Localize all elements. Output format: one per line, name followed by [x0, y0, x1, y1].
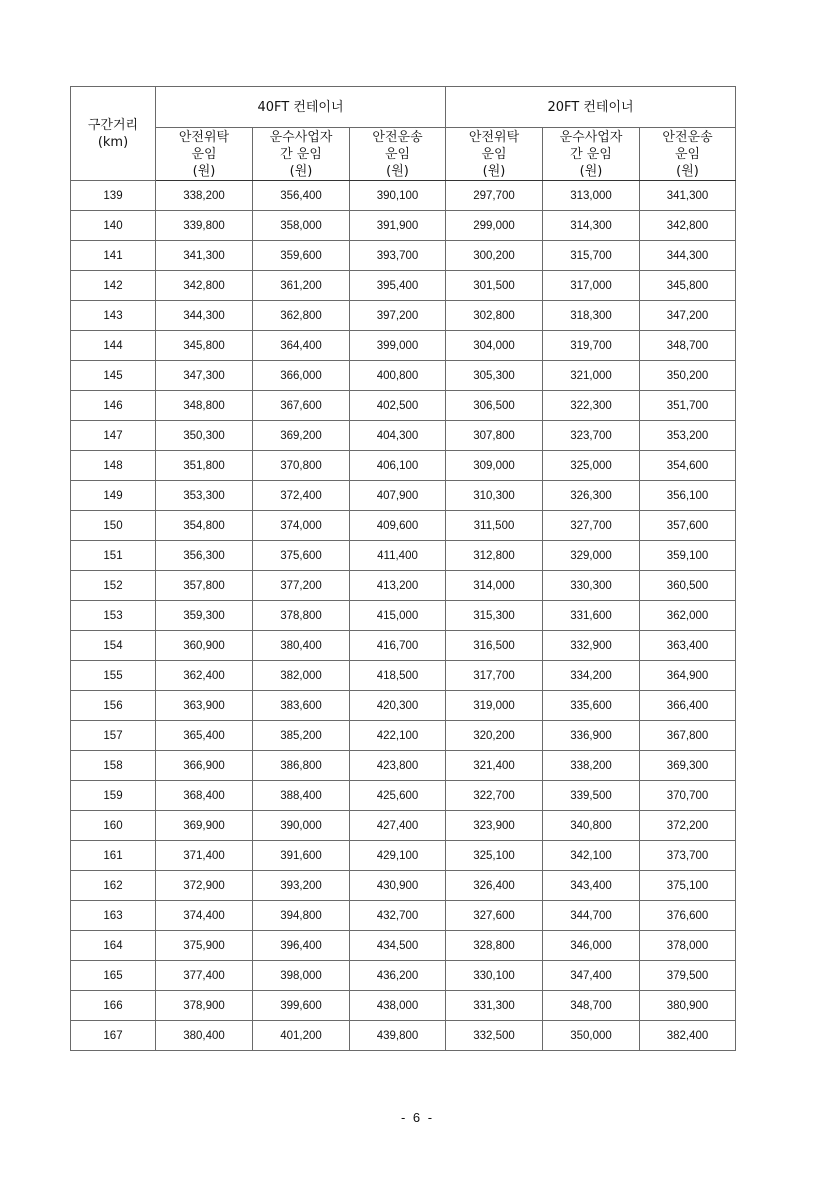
fare-20ft-carrier-cell: 313,000: [543, 181, 640, 211]
fare-40ft-transport-cell: 407,900: [350, 481, 446, 511]
fare-40ft-carrier-cell: 390,000: [253, 811, 350, 841]
fare-40ft-consign-cell: 377,400: [156, 961, 253, 991]
fare-40ft-consign-cell: 363,900: [156, 691, 253, 721]
fare-20ft-consign-cell: 315,300: [446, 601, 543, 631]
fare-20ft-consign-cell: 320,200: [446, 721, 543, 751]
table-row: [71, 991, 736, 1021]
distance-cell: 150: [71, 511, 156, 541]
fare-20ft-transport-cell: 362,000: [640, 601, 736, 631]
fare-40ft-consign-cell: 375,900: [156, 931, 253, 961]
fare-40ft-carrier-cell: 380,400: [253, 631, 350, 661]
fare-40ft-transport-cell: 399,000: [350, 331, 446, 361]
fare-20ft-carrier-cell: 338,200: [543, 751, 640, 781]
fare-20ft-transport-cell: 366,400: [640, 691, 736, 721]
fare-20ft-transport-cell: 359,100: [640, 541, 736, 571]
fare-40ft-consign-cell: 353,300: [156, 481, 253, 511]
fare-40ft-carrier-cell: 393,200: [253, 871, 350, 901]
fare-20ft-consign-cell: 300,200: [446, 241, 543, 271]
fare-40ft-consign-cell: 359,300: [156, 601, 253, 631]
fare-40ft-carrier-cell: 377,200: [253, 571, 350, 601]
fare-40ft-transport-cell: 418,500: [350, 661, 446, 691]
table-row: [71, 331, 736, 361]
fare-40ft-transport-cell: 409,600: [350, 511, 446, 541]
fare-40ft-transport-cell: 413,200: [350, 571, 446, 601]
fare-20ft-carrier-cell: 331,600: [543, 601, 640, 631]
fare-20ft-transport-cell: 345,800: [640, 271, 736, 301]
fare-40ft-transport-cell: 422,100: [350, 721, 446, 751]
fare-40ft-transport-cell: 397,200: [350, 301, 446, 331]
fare-20ft-transport-cell: 342,800: [640, 211, 736, 241]
fare-40ft-carrier-cell: 370,800: [253, 451, 350, 481]
fare-20ft-carrier-cell: 343,400: [543, 871, 640, 901]
fare-40ft-carrier-cell: 367,600: [253, 391, 350, 421]
fare-40ft-carrier-cell: 401,200: [253, 1021, 350, 1051]
fare-40ft-carrier-cell: 382,000: [253, 661, 350, 691]
fare-20ft-consign-cell: 321,400: [446, 751, 543, 781]
distance-cell: 141: [71, 241, 156, 271]
fare-20ft-carrier-cell: 322,300: [543, 391, 640, 421]
distance-cell: 143: [71, 301, 156, 331]
fare-40ft-consign-cell: 341,300: [156, 241, 253, 271]
fare-20ft-transport-cell: 341,300: [640, 181, 736, 211]
distance-cell: 154: [71, 631, 156, 661]
table-row: [71, 841, 736, 871]
fare-20ft-consign-cell: 314,000: [446, 571, 543, 601]
fare-20ft-carrier-cell: 317,000: [543, 271, 640, 301]
fare-40ft-consign-cell: 347,300: [156, 361, 253, 391]
fare-20ft-consign-cell: 330,100: [446, 961, 543, 991]
fare-20ft-carrier-cell: 347,400: [543, 961, 640, 991]
fare-40ft-consign-cell: 348,800: [156, 391, 253, 421]
table-row: [71, 211, 736, 241]
fare-40ft-consign-cell: 362,400: [156, 661, 253, 691]
table-row: [71, 751, 736, 781]
fare-40ft-transport-cell: 393,700: [350, 241, 446, 271]
fare-20ft-carrier-cell: 315,700: [543, 241, 640, 271]
distance-cell: 160: [71, 811, 156, 841]
distance-cell: 145: [71, 361, 156, 391]
col-header-20ft-carrier: 운수사업자 간 운임 (원): [543, 128, 640, 181]
fare-40ft-consign-cell: 339,800: [156, 211, 253, 241]
table-row: [71, 901, 736, 931]
fare-40ft-carrier-cell: 398,000: [253, 961, 350, 991]
fare-20ft-transport-cell: 354,600: [640, 451, 736, 481]
fare-20ft-transport-cell: 380,900: [640, 991, 736, 1021]
distance-cell: 161: [71, 841, 156, 871]
fare-40ft-carrier-cell: 356,400: [253, 181, 350, 211]
distance-cell: 164: [71, 931, 156, 961]
table-row: [71, 571, 736, 601]
col-header-20ft-transport: 안전운송 운임 (원): [640, 128, 736, 181]
table-row: [71, 361, 736, 391]
fare-20ft-carrier-cell: 321,000: [543, 361, 640, 391]
fare-40ft-carrier-cell: 361,200: [253, 271, 350, 301]
fare-20ft-transport-cell: 363,400: [640, 631, 736, 661]
fare-40ft-transport-cell: 434,500: [350, 931, 446, 961]
fare-20ft-carrier-cell: 335,600: [543, 691, 640, 721]
fare-20ft-carrier-cell: 332,900: [543, 631, 640, 661]
fare-40ft-consign-cell: 374,400: [156, 901, 253, 931]
table-row: [71, 721, 736, 751]
fare-20ft-consign-cell: 323,900: [446, 811, 543, 841]
fare-40ft-carrier-cell: 364,400: [253, 331, 350, 361]
fare-20ft-consign-cell: 316,500: [446, 631, 543, 661]
table-row: [71, 631, 736, 661]
fare-20ft-carrier-cell: 339,500: [543, 781, 640, 811]
fare-20ft-carrier-cell: 340,800: [543, 811, 640, 841]
fare-table: [70, 86, 736, 1051]
fare-20ft-carrier-cell: 329,000: [543, 541, 640, 571]
fare-20ft-carrier-cell: 346,000: [543, 931, 640, 961]
fare-20ft-consign-cell: 305,300: [446, 361, 543, 391]
distance-cell: 166: [71, 991, 156, 1021]
distance-cell: 149: [71, 481, 156, 511]
fare-40ft-consign-cell: 372,900: [156, 871, 253, 901]
fare-40ft-carrier-cell: 388,400: [253, 781, 350, 811]
distance-cell: 159: [71, 781, 156, 811]
distance-cell: 139: [71, 181, 156, 211]
fare-20ft-carrier-cell: 330,300: [543, 571, 640, 601]
fare-40ft-transport-cell: 439,800: [350, 1021, 446, 1051]
table-row: [71, 511, 736, 541]
fare-40ft-carrier-cell: 372,400: [253, 481, 350, 511]
fare-20ft-consign-cell: 309,000: [446, 451, 543, 481]
fare-40ft-carrier-cell: 362,800: [253, 301, 350, 331]
fare-40ft-transport-cell: 416,700: [350, 631, 446, 661]
fare-20ft-transport-cell: 367,800: [640, 721, 736, 751]
table-row: [71, 421, 736, 451]
fare-40ft-transport-cell: 406,100: [350, 451, 446, 481]
fare-40ft-transport-cell: 411,400: [350, 541, 446, 571]
fare-20ft-consign-cell: 307,800: [446, 421, 543, 451]
fare-20ft-carrier-cell: 323,700: [543, 421, 640, 451]
table-row: [71, 181, 736, 211]
fare-40ft-transport-cell: 402,500: [350, 391, 446, 421]
fare-40ft-consign-cell: 354,800: [156, 511, 253, 541]
fare-40ft-transport-cell: 429,100: [350, 841, 446, 871]
distance-cell: 165: [71, 961, 156, 991]
fare-20ft-consign-cell: 332,500: [446, 1021, 543, 1051]
distance-cell: 142: [71, 271, 156, 301]
fare-20ft-transport-cell: 360,500: [640, 571, 736, 601]
col-header-20ft-consign: 안전위탁 운임 (원): [446, 128, 543, 181]
fare-20ft-consign-cell: 297,700: [446, 181, 543, 211]
distance-cell: 140: [71, 211, 156, 241]
fare-40ft-carrier-cell: 385,200: [253, 721, 350, 751]
fare-40ft-transport-cell: 415,000: [350, 601, 446, 631]
fare-20ft-consign-cell: 326,400: [446, 871, 543, 901]
col-header-40ft-transport: 안전운송 운임 (원): [350, 128, 446, 181]
distance-cell: 153: [71, 601, 156, 631]
fare-40ft-transport-cell: 391,900: [350, 211, 446, 241]
col-header-40ft-consign: 안전위탁 운임 (원): [156, 128, 253, 181]
fare-40ft-consign-cell: 365,400: [156, 721, 253, 751]
distance-cell: 152: [71, 571, 156, 601]
fare-20ft-transport-cell: 376,600: [640, 901, 736, 931]
fare-20ft-transport-cell: 353,200: [640, 421, 736, 451]
fare-40ft-carrier-cell: 375,600: [253, 541, 350, 571]
fare-40ft-consign-cell: 357,800: [156, 571, 253, 601]
fare-40ft-consign-cell: 369,900: [156, 811, 253, 841]
fare-20ft-consign-cell: 310,300: [446, 481, 543, 511]
fare-40ft-consign-cell: 360,900: [156, 631, 253, 661]
fare-20ft-transport-cell: 379,500: [640, 961, 736, 991]
fare-40ft-consign-cell: 345,800: [156, 331, 253, 361]
fare-40ft-consign-cell: 380,400: [156, 1021, 253, 1051]
distance-cell: 167: [71, 1021, 156, 1051]
fare-20ft-consign-cell: 331,300: [446, 991, 543, 1021]
fare-20ft-transport-cell: 357,600: [640, 511, 736, 541]
fare-40ft-transport-cell: 436,200: [350, 961, 446, 991]
distance-cell: 146: [71, 391, 156, 421]
fare-20ft-transport-cell: 382,400: [640, 1021, 736, 1051]
fare-40ft-consign-cell: 338,200: [156, 181, 253, 211]
fare-20ft-carrier-cell: 325,000: [543, 451, 640, 481]
fare-40ft-transport-cell: 423,800: [350, 751, 446, 781]
table-row: [71, 391, 736, 421]
fare-40ft-consign-cell: 350,300: [156, 421, 253, 451]
fare-40ft-carrier-cell: 391,600: [253, 841, 350, 871]
fare-40ft-transport-cell: 404,300: [350, 421, 446, 451]
group-header-40ft: 40FT 컨테이너: [156, 87, 446, 128]
fare-40ft-carrier-cell: 358,000: [253, 211, 350, 241]
table-row: [71, 691, 736, 721]
fare-40ft-carrier-cell: 386,800: [253, 751, 350, 781]
fare-40ft-carrier-cell: 399,600: [253, 991, 350, 1021]
table-row: [71, 961, 736, 991]
fare-20ft-consign-cell: 304,000: [446, 331, 543, 361]
col-header-40ft-carrier: 운수사업자 간 운임 (원): [253, 128, 350, 181]
table-row: [71, 541, 736, 571]
fare-40ft-transport-cell: 427,400: [350, 811, 446, 841]
fare-40ft-consign-cell: 356,300: [156, 541, 253, 571]
fare-20ft-consign-cell: 302,800: [446, 301, 543, 331]
fare-20ft-transport-cell: 350,200: [640, 361, 736, 391]
fare-20ft-transport-cell: 378,000: [640, 931, 736, 961]
fare-20ft-consign-cell: 322,700: [446, 781, 543, 811]
fare-40ft-carrier-cell: 383,600: [253, 691, 350, 721]
fare-20ft-carrier-cell: 336,900: [543, 721, 640, 751]
fare-40ft-transport-cell: 432,700: [350, 901, 446, 931]
fare-20ft-transport-cell: 348,700: [640, 331, 736, 361]
fare-20ft-transport-cell: 344,300: [640, 241, 736, 271]
fare-20ft-consign-cell: 317,700: [446, 661, 543, 691]
distance-cell: 163: [71, 901, 156, 931]
table-row: [71, 451, 736, 481]
table-row: [71, 271, 736, 301]
fare-40ft-transport-cell: 400,800: [350, 361, 446, 391]
fare-40ft-carrier-cell: 394,800: [253, 901, 350, 931]
fare-20ft-consign-cell: 312,800: [446, 541, 543, 571]
fare-20ft-consign-cell: 327,600: [446, 901, 543, 931]
fare-20ft-consign-cell: 299,000: [446, 211, 543, 241]
distance-cell: 156: [71, 691, 156, 721]
fare-40ft-transport-cell: 425,600: [350, 781, 446, 811]
fare-20ft-carrier-cell: 318,300: [543, 301, 640, 331]
distance-cell: 144: [71, 331, 156, 361]
fare-40ft-consign-cell: 351,800: [156, 451, 253, 481]
fare-40ft-transport-cell: 390,100: [350, 181, 446, 211]
table-row: [71, 661, 736, 691]
fare-table-container: [70, 86, 735, 1051]
distance-cell: 157: [71, 721, 156, 751]
table-row: [71, 811, 736, 841]
table-row: [71, 241, 736, 271]
fare-20ft-consign-cell: 319,000: [446, 691, 543, 721]
fare-40ft-carrier-cell: 366,000: [253, 361, 350, 391]
fare-40ft-carrier-cell: 378,800: [253, 601, 350, 631]
fare-40ft-transport-cell: 420,300: [350, 691, 446, 721]
table-row: [71, 781, 736, 811]
group-header-20ft: 20FT 컨테이너: [446, 87, 736, 128]
fare-20ft-transport-cell: 375,100: [640, 871, 736, 901]
distance-header-unit: (km): [97, 134, 129, 150]
fare-20ft-transport-cell: 351,700: [640, 391, 736, 421]
fare-20ft-transport-cell: 364,900: [640, 661, 736, 691]
fare-20ft-carrier-cell: 348,700: [543, 991, 640, 1021]
fare-20ft-transport-cell: 370,700: [640, 781, 736, 811]
fare-table-body: [71, 181, 736, 1051]
table-row: [71, 871, 736, 901]
distance-cell: 158: [71, 751, 156, 781]
distance-header: [71, 87, 156, 181]
distance-cell: 147: [71, 421, 156, 451]
fare-20ft-transport-cell: 373,700: [640, 841, 736, 871]
fare-40ft-transport-cell: 395,400: [350, 271, 446, 301]
fare-40ft-consign-cell: 371,400: [156, 841, 253, 871]
fare-40ft-transport-cell: 438,000: [350, 991, 446, 1021]
fare-20ft-consign-cell: 311,500: [446, 511, 543, 541]
fare-20ft-transport-cell: 369,300: [640, 751, 736, 781]
page-number: - 6 -: [400, 1110, 435, 1125]
fare-20ft-transport-cell: 347,200: [640, 301, 736, 331]
distance-cell: 155: [71, 661, 156, 691]
fare-20ft-consign-cell: 301,500: [446, 271, 543, 301]
fare-40ft-carrier-cell: 369,200: [253, 421, 350, 451]
fare-40ft-consign-cell: 344,300: [156, 301, 253, 331]
table-row: [71, 1021, 736, 1051]
fare-20ft-carrier-cell: 342,100: [543, 841, 640, 871]
fare-table-header: [71, 87, 736, 181]
fare-20ft-carrier-cell: 350,000: [543, 1021, 640, 1051]
fare-20ft-carrier-cell: 314,300: [543, 211, 640, 241]
distance-header-label: 구간거리: [87, 117, 139, 133]
fare-20ft-transport-cell: 356,100: [640, 481, 736, 511]
fare-20ft-consign-cell: 328,800: [446, 931, 543, 961]
fare-20ft-carrier-cell: 327,700: [543, 511, 640, 541]
fare-20ft-transport-cell: 372,200: [640, 811, 736, 841]
table-row: [71, 301, 736, 331]
distance-cell: 148: [71, 451, 156, 481]
table-row: [71, 931, 736, 961]
distance-cell: 151: [71, 541, 156, 571]
fare-20ft-carrier-cell: 319,700: [543, 331, 640, 361]
table-row: [71, 481, 736, 511]
fare-40ft-consign-cell: 378,900: [156, 991, 253, 1021]
fare-40ft-carrier-cell: 359,600: [253, 241, 350, 271]
fare-40ft-carrier-cell: 374,000: [253, 511, 350, 541]
fare-40ft-carrier-cell: 396,400: [253, 931, 350, 961]
fare-20ft-carrier-cell: 344,700: [543, 901, 640, 931]
fare-40ft-consign-cell: 368,400: [156, 781, 253, 811]
fare-20ft-carrier-cell: 334,200: [543, 661, 640, 691]
fare-20ft-carrier-cell: 326,300: [543, 481, 640, 511]
fare-40ft-consign-cell: 366,900: [156, 751, 253, 781]
distance-cell: 162: [71, 871, 156, 901]
fare-40ft-consign-cell: 342,800: [156, 271, 253, 301]
fare-20ft-consign-cell: 325,100: [446, 841, 543, 871]
table-row: [71, 601, 736, 631]
fare-20ft-consign-cell: 306,500: [446, 391, 543, 421]
fare-40ft-transport-cell: 430,900: [350, 871, 446, 901]
